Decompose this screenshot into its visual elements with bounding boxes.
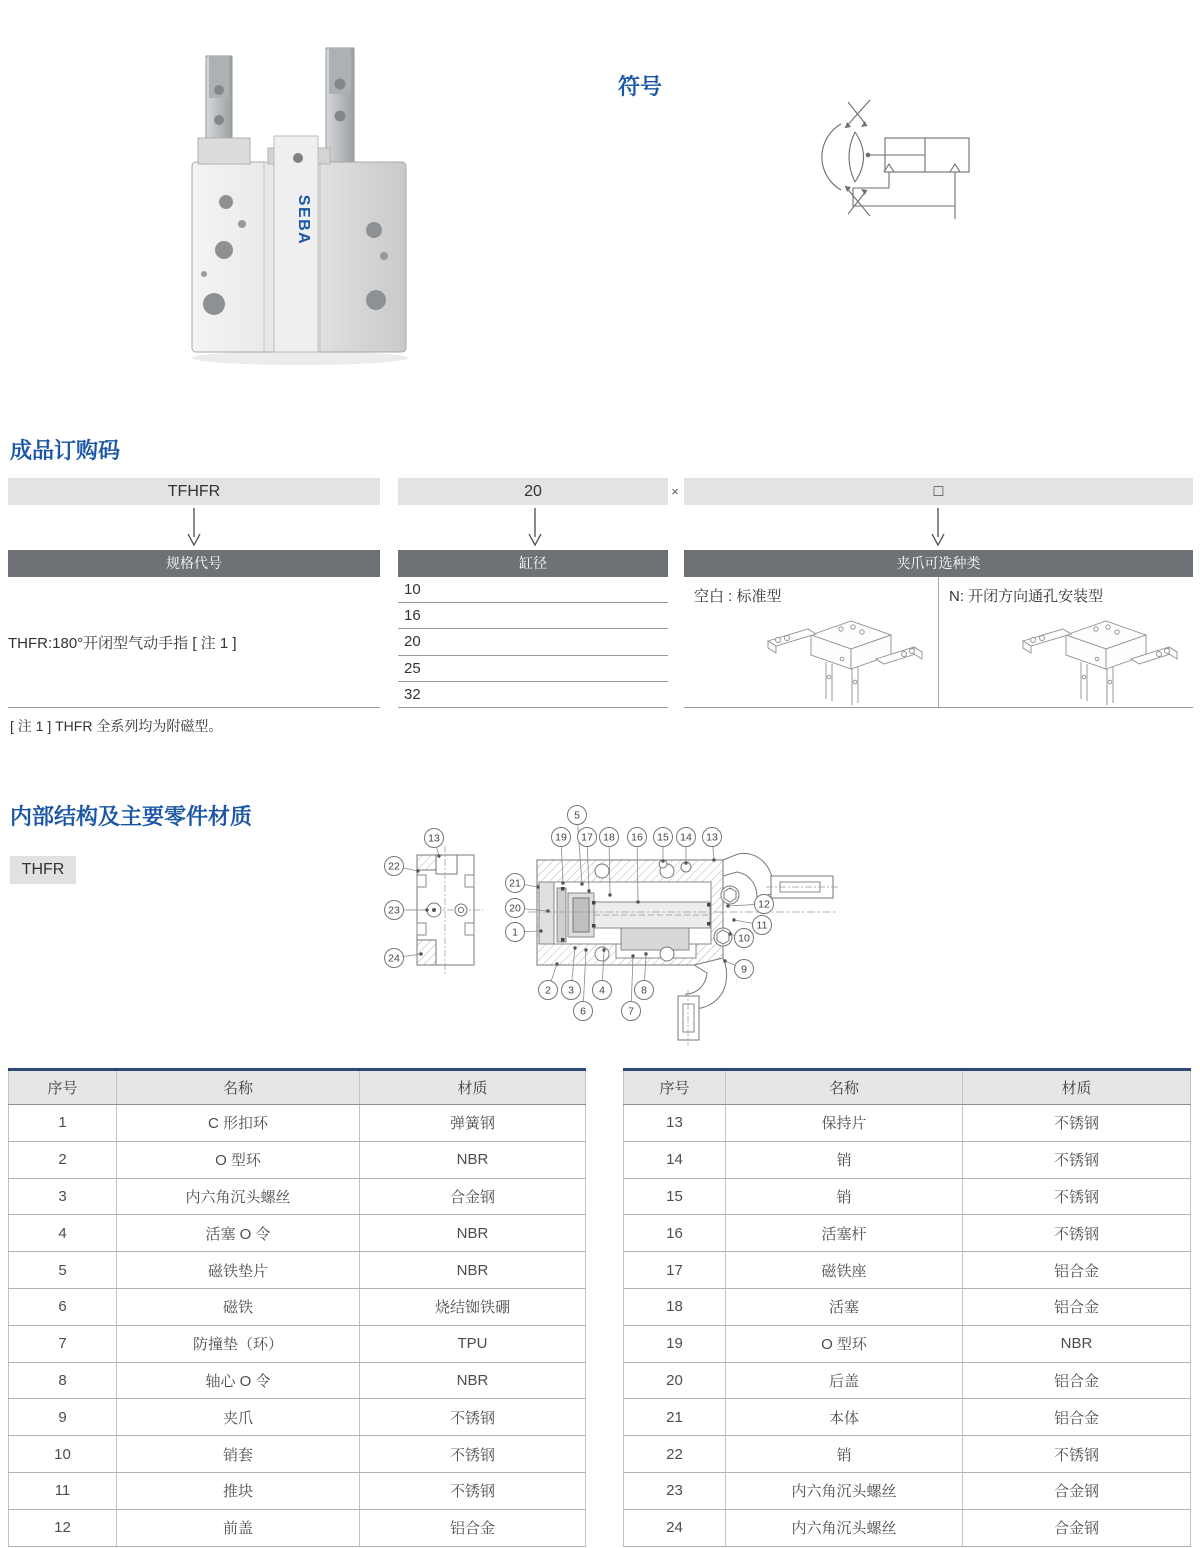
table-cell: 轴心 O 令: [117, 1362, 360, 1399]
jaw-through-hole-drawing: [1011, 607, 1181, 707]
structure-title: 内部结构及主要零件材质: [10, 804, 253, 829]
callout-number: 24: [388, 952, 400, 965]
pneumatic-symbol: [815, 86, 995, 231]
table-cell: TPU: [360, 1325, 586, 1362]
table-cell: 6: [9, 1288, 117, 1325]
col-header-name: 名称: [726, 1070, 963, 1105]
table-row: [9, 1215, 586, 1252]
table-cell: 铝合金: [963, 1252, 1191, 1289]
table-cell: 铝合金: [963, 1399, 1191, 1436]
multiply-sign: ×: [671, 484, 679, 499]
jaw-option-label: 空白 : 标准型: [694, 588, 782, 605]
gripper-body: [192, 136, 406, 352]
table-cell: C 形扣环: [117, 1105, 360, 1142]
table-header-row: [9, 1070, 586, 1105]
table-cell: 3: [9, 1178, 117, 1215]
table-cell: 7: [9, 1325, 117, 1362]
jaw-type-header: 夹爪可选种类: [684, 550, 1193, 577]
bore-options-list: [398, 577, 668, 708]
table-row: [9, 1141, 586, 1178]
table-row: [9, 1105, 586, 1142]
table-cell: 13: [624, 1105, 726, 1142]
table-cell: 10: [9, 1436, 117, 1473]
table-cell: 销套: [117, 1436, 360, 1473]
table-cell: 销: [726, 1436, 963, 1473]
table-cell: 不锈钢: [360, 1436, 586, 1473]
table-header-row: [624, 1070, 1191, 1105]
brand-label: SEBA: [295, 194, 312, 246]
table-row: [624, 1472, 1191, 1509]
jaw-standard-drawing: [756, 607, 926, 707]
bore-option: 32: [398, 682, 668, 708]
table-cell: 内六角沉头螺丝: [726, 1509, 963, 1546]
table-row: [9, 1472, 586, 1509]
table-cell: 20: [624, 1362, 726, 1399]
product-photo: [168, 42, 430, 370]
table-cell: 16: [624, 1215, 726, 1252]
col-header-name: 名称: [117, 1070, 360, 1105]
table-cell: 磁铁: [117, 1288, 360, 1325]
callout-number: 13: [428, 832, 440, 845]
table-cell: NBR: [360, 1141, 586, 1178]
table-row: [624, 1215, 1191, 1252]
callout-number: 4: [599, 984, 605, 997]
col-header-no: 序号: [9, 1070, 117, 1105]
table-row: [624, 1509, 1191, 1546]
callout-number: 11: [756, 919, 768, 932]
order-code-bore: 20: [398, 478, 668, 505]
table-cell: 活塞 O 令: [117, 1215, 360, 1252]
table-cell: 磁铁座: [726, 1252, 963, 1289]
table-cell: 9: [9, 1399, 117, 1436]
callout-number: 5: [574, 809, 580, 822]
table-cell: O 型环: [726, 1325, 963, 1362]
table-cell: 不锈钢: [360, 1399, 586, 1436]
callout-number: 20: [509, 902, 521, 915]
table-row: [9, 1325, 586, 1362]
table-cell: 铝合金: [360, 1509, 586, 1546]
down-arrow-icon: [527, 507, 543, 547]
jaw-options: [684, 577, 1193, 708]
table-row: [624, 1436, 1191, 1473]
table-row: [624, 1325, 1191, 1362]
table-cell: 1: [9, 1105, 117, 1142]
table-row: [9, 1509, 586, 1546]
table-cell: 不锈钢: [963, 1436, 1191, 1473]
bore-option: 16: [398, 603, 668, 629]
callout-number: 10: [738, 932, 750, 945]
table-cell: 夹爪: [117, 1399, 360, 1436]
table-cell: 防撞垫（环）: [117, 1325, 360, 1362]
table-cell: 4: [9, 1215, 117, 1252]
ordering-footnote: [ 注 1 ] THFR 全系列均为附磁型。: [10, 718, 223, 734]
table-row: [9, 1362, 586, 1399]
callout-number: 21: [509, 877, 521, 890]
callout-number: 3: [568, 984, 574, 997]
callout-number: 19: [555, 831, 567, 844]
table-cell: 不锈钢: [360, 1472, 586, 1509]
callout-number: 9: [741, 963, 747, 976]
table-cell: 销: [726, 1141, 963, 1178]
table-cell: 烧结铷铁硼: [360, 1288, 586, 1325]
order-code-option: □: [684, 478, 1193, 505]
ordering-title: 成品订购码: [10, 438, 121, 463]
down-arrow-icon: [186, 507, 202, 547]
table-cell: 本体: [726, 1399, 963, 1436]
photo-shadow: [192, 351, 408, 365]
bore-option: 10: [398, 577, 668, 603]
table-cell: 8: [9, 1362, 117, 1399]
callout-number: 1: [512, 926, 518, 939]
table-cell: O 型环: [117, 1141, 360, 1178]
order-code-series: TFHFR: [8, 478, 380, 505]
table-cell: 24: [624, 1509, 726, 1546]
table-cell: 19: [624, 1325, 726, 1362]
bore-option: 20: [398, 629, 668, 655]
table-row: [9, 1178, 586, 1215]
table-cell: 14: [624, 1141, 726, 1178]
table-cell: 21: [624, 1399, 726, 1436]
bore-option: 25: [398, 656, 668, 682]
table-cell: 前盖: [117, 1509, 360, 1546]
callout-number: 17: [581, 831, 593, 844]
table-cell: NBR: [360, 1252, 586, 1289]
table-row: [624, 1362, 1191, 1399]
table-cell: 11: [9, 1472, 117, 1509]
callout-number: 6: [580, 1005, 586, 1018]
col-header-material: 材质: [360, 1070, 586, 1105]
table-cell: 铝合金: [963, 1362, 1191, 1399]
parts-table-right: [623, 1068, 1191, 1547]
model-tag: THFR: [10, 856, 76, 884]
table-row: [9, 1252, 586, 1289]
jaw-option-standard: [684, 577, 939, 707]
down-arrow-icon: [930, 507, 946, 547]
table-cell: 内六角沉头螺丝: [726, 1472, 963, 1509]
callout-number: 13: [706, 831, 718, 844]
table-cell: 后盖: [726, 1362, 963, 1399]
table-cell: 磁铁垫片: [117, 1252, 360, 1289]
table-row: [624, 1178, 1191, 1215]
parts-table-left: [8, 1068, 586, 1547]
table-cell: 5: [9, 1252, 117, 1289]
table-cell: 15: [624, 1178, 726, 1215]
table-cell: 18: [624, 1288, 726, 1325]
table-row: [9, 1288, 586, 1325]
callout-number: 22: [388, 860, 400, 873]
table-cell: 合金钢: [963, 1472, 1191, 1509]
table-cell: 22: [624, 1436, 726, 1473]
table-cell: 合金钢: [963, 1509, 1191, 1546]
table-cell: 内六角沉头螺丝: [117, 1178, 360, 1215]
spec-description: THFR:180°开闭型气动手指 [ 注 1 ]: [8, 577, 380, 708]
col-header-no: 序号: [624, 1070, 726, 1105]
table-row: [624, 1141, 1191, 1178]
callout-number: 18: [603, 831, 615, 844]
table-row: [9, 1399, 586, 1436]
jaw-option-through-hole: [939, 577, 1193, 707]
callout-number: 12: [758, 898, 770, 911]
table-cell: 活塞: [726, 1288, 963, 1325]
table-cell: 23: [624, 1472, 726, 1509]
table-cell: 不锈钢: [963, 1215, 1191, 1252]
table-cell: NBR: [360, 1362, 586, 1399]
table-cell: 推块: [117, 1472, 360, 1509]
table-cell: 铝合金: [963, 1288, 1191, 1325]
callout-number: 23: [388, 904, 400, 917]
table-cell: NBR: [360, 1215, 586, 1252]
callout-number: 14: [680, 831, 692, 844]
table-cell: 17: [624, 1252, 726, 1289]
table-cell: 2: [9, 1141, 117, 1178]
table-cell: NBR: [963, 1325, 1191, 1362]
col-header-material: 材质: [963, 1070, 1191, 1105]
jaw-option-label: N: 开闭方向通孔安装型: [949, 588, 1104, 605]
callout-number: 2: [545, 984, 551, 997]
table-row: [624, 1105, 1191, 1142]
table-cell: 销: [726, 1178, 963, 1215]
table-cell: 弹簧钢: [360, 1105, 586, 1142]
table-row: [624, 1288, 1191, 1325]
symbol-title: 符号: [618, 74, 663, 99]
table-cell: 活塞杆: [726, 1215, 963, 1252]
callout-number: 16: [631, 831, 643, 844]
table-cell: 保持片: [726, 1105, 963, 1142]
internal-structure-diagram: [378, 798, 840, 1046]
table-cell: 不锈钢: [963, 1178, 1191, 1215]
table-cell: 12: [9, 1509, 117, 1546]
table-cell: 合金钢: [360, 1178, 586, 1215]
bore-header: 缸径: [398, 550, 668, 577]
table-row: [624, 1252, 1191, 1289]
callout-number: 15: [657, 831, 669, 844]
table-row: [624, 1399, 1191, 1436]
callout-number: 7: [628, 1005, 634, 1018]
table-cell: 不锈钢: [963, 1141, 1191, 1178]
table-cell: 不锈钢: [963, 1105, 1191, 1142]
table-row: [9, 1436, 586, 1473]
spec-code-header: 规格代号: [8, 550, 380, 577]
callout-number: 8: [641, 984, 647, 997]
